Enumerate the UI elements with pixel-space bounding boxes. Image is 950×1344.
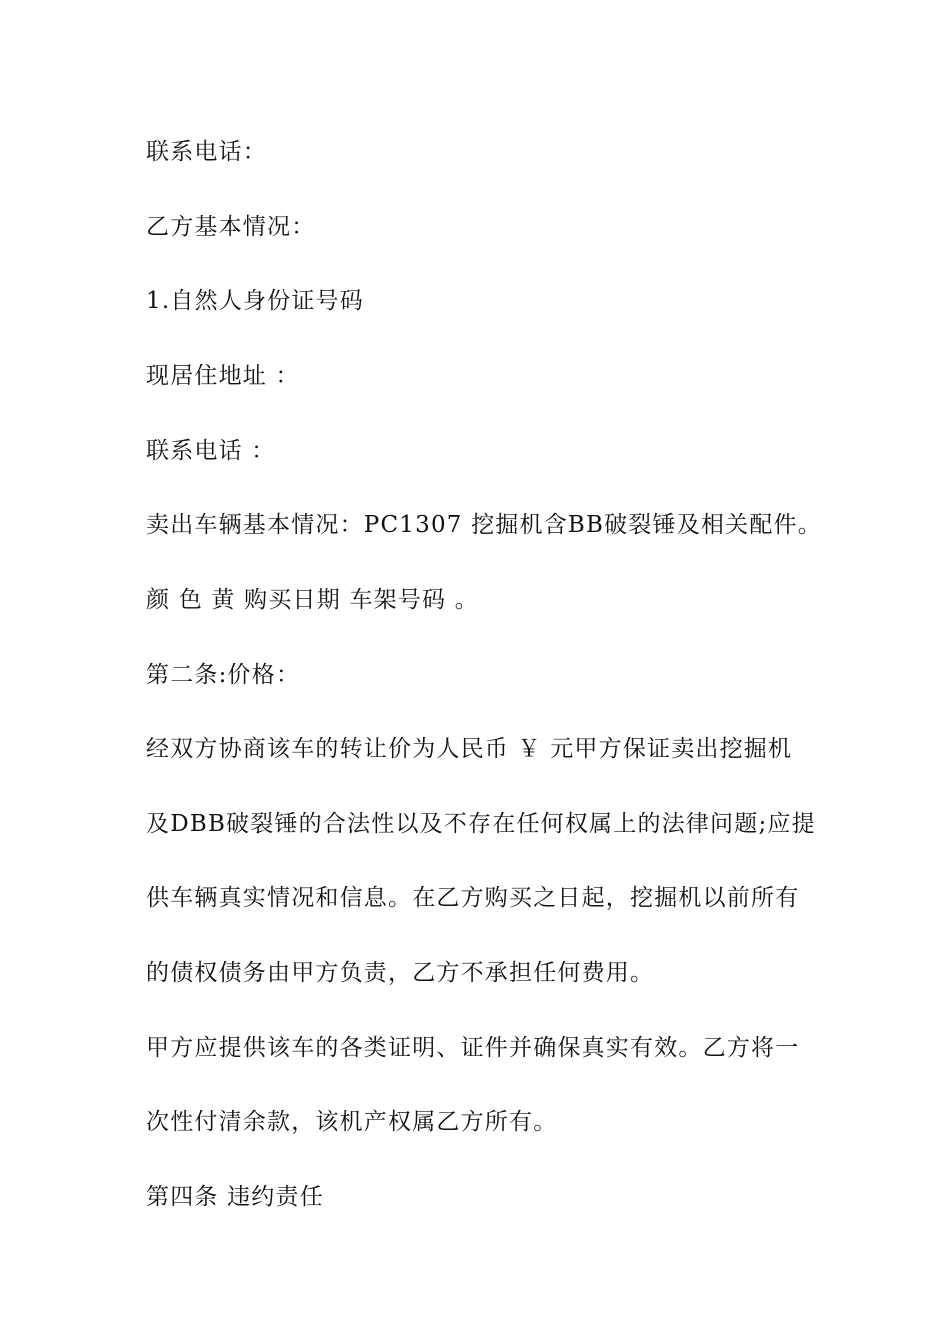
paragraph-line: 经双方协商该车的转让价为人民币 ￥ 元甲方保证卖出挖掘机 xyxy=(146,736,793,762)
address-line: 现居住地址 ： xyxy=(146,363,300,389)
article-four-heading: 第四条 违约责任 xyxy=(146,1184,324,1210)
paragraph-line: 甲方应提供该车的各类证明、证件并确保真实有效。乙方将一 xyxy=(146,1035,800,1061)
party-b-info-heading: 乙方基本情况： xyxy=(146,214,316,240)
contact-phone-line: 联系电话： xyxy=(146,139,267,165)
paragraph-line: 及DBB破裂锤的合法性以及不存在任何权属上的法律问题;应提 xyxy=(146,811,816,837)
party-b-phone-line: 联系电话 ： xyxy=(146,438,276,464)
vehicle-details-line: 颜 色 黄 购买日期 车架号码 。 xyxy=(146,587,479,613)
id-number-line: 1.自然人身份证号码 xyxy=(146,288,364,314)
vehicle-info-line: 卖出车辆基本情况：PC1307 挖掘机含BB破裂锤及相关配件。 xyxy=(146,512,822,538)
paragraph-line: 次性付清余款，该机产权属乙方所有。 xyxy=(146,1109,558,1135)
article-two-heading: 第二条:价格： xyxy=(146,662,301,688)
paragraph-line: 的债权债务由甲方负责，乙方不承担任何费用。 xyxy=(146,960,655,986)
paragraph-line: 供车辆真实情况和信息。在乙方购买之日起，挖掘机以前所有 xyxy=(146,885,800,911)
